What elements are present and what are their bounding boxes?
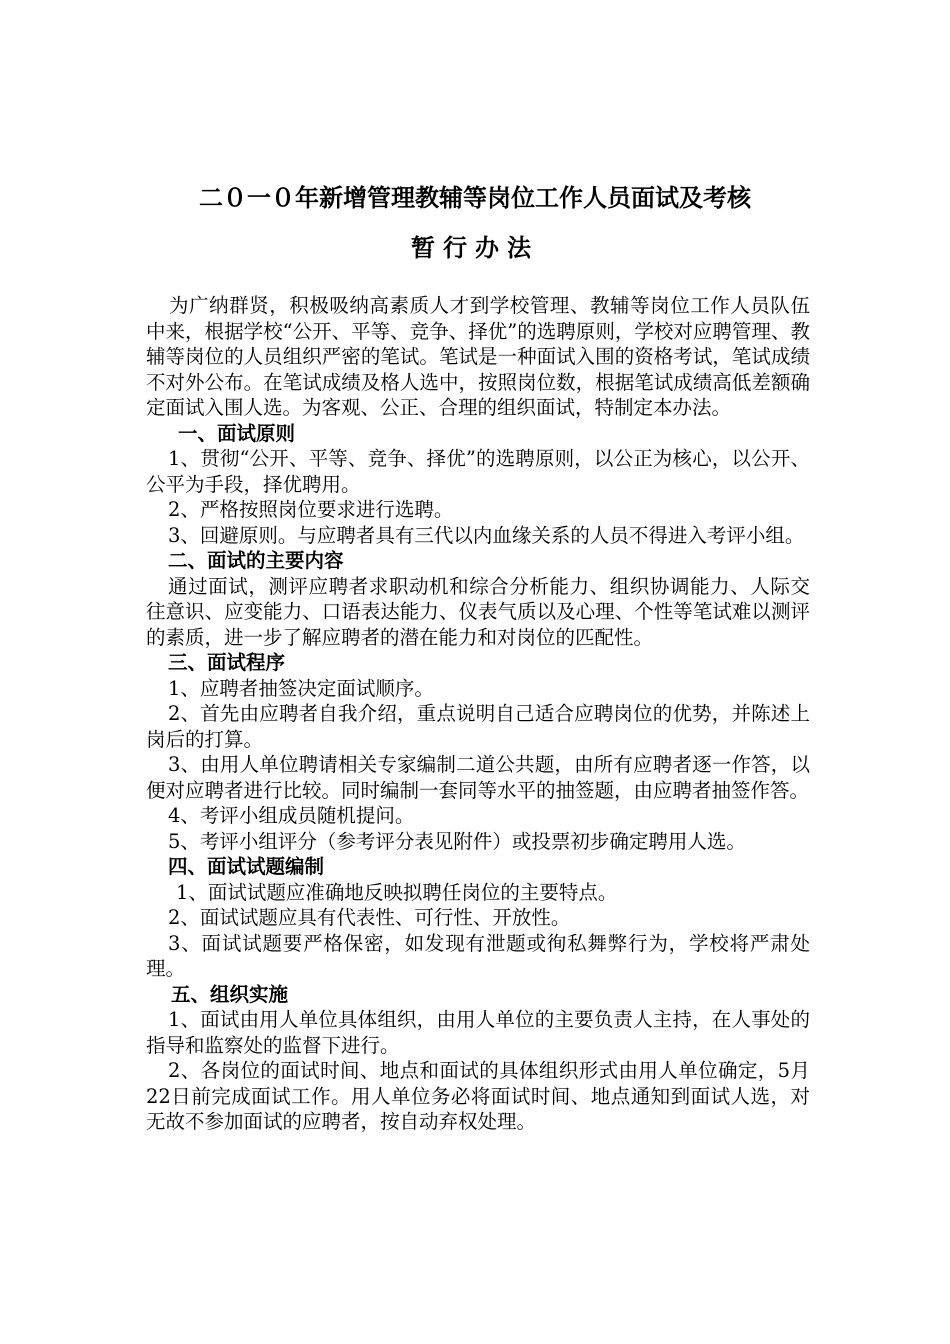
document-subtitle: 暂行办法: [411, 233, 539, 262]
implementation-item: 1、面试由用人单位具体组织，由用人单位的主要负责人主持，在人事处的指导和监察处的监督下进行。: [146, 1008, 810, 1057]
principle-item: 1、贯彻“公开、平等、竞争、择优”的选聘原则，以公正为核心，以公开、公平为手段，择优聘用。: [146, 447, 810, 496]
section-heading-implementation: 五、组织实施: [171, 982, 289, 1006]
question-item: 2、面试试题应具有代表性、可行性、开放性。: [168, 906, 571, 929]
document-title: 二０一０年新增管理教辅等岗位工作人员面试及考核: [199, 183, 751, 212]
implementation-item: 2、各岗位的面试时间、地点和面试的具体组织形式由用人单位确定，5月22日前完成面试工作。用人单位务必将面试时间、地点通知到面试人选，对无故不参加面试的应聘者，按自动弃权处理。: [146, 1059, 810, 1133]
question-item: 1、面试试题应准确地反映拟聘任岗位的主要特点。: [176, 880, 618, 904]
procedure-item: 4、考评小组成员随机提问。: [168, 804, 415, 827]
question-item: 3、面试试题要严格保密，如发现有泄题或徇私舞弊行为，学校将严肃处理。: [146, 931, 810, 980]
principle-item: 3、回避原则。与应聘者具有三代以内血缘关系的人员不得进入考评小组。: [168, 523, 805, 547]
principle-item: 2、严格按照岗位要求进行选聘。: [168, 498, 454, 521]
intro-paragraph: 为广纳群贤，积极吸纳高素质人才到学校管理、教辅等岗位工作人员队伍中来，根据学校“公开、平等、竞争、择优”的选聘原则，学校对应聘管理、教辅等岗位的人员组织严密的笔试。笔试是一种面试入围的资格考试，笔试成绩不对外公布。在笔试成绩及格人选中，按照岗位数，根据笔试成绩高低差额确定面试入围人选。为客观、公正、合理的组织面试，特制定本办法。: [146, 294, 810, 419]
procedure-item: 1、应聘者抽签决定面试顺序。: [168, 676, 434, 700]
procedure-item: 5、考评小组评分（参考评分表见附件）或投票初步确定聘用人选。: [168, 829, 746, 853]
content-paragraph: 通过面试，测评应聘者求职动机和综合分析能力、组织协调能力、人际交往意识、应变能力、口语表达能力、仪表气质以及心理、个性等笔试难以测评的素质，进一步了解应聘者的潜在能力和对岗位的匹配性。: [146, 574, 810, 649]
section-heading-principles: 一、面试原则: [178, 421, 296, 445]
document-body: [146, 293, 810, 1135]
section-heading-questions: 四、面试试题编制: [168, 855, 325, 878]
section-heading-procedure: 三、面试程序: [168, 651, 286, 674]
procedure-item: 2、首先由应聘者自我介绍，重点说明自己适合应聘岗位的优势，并陈述上岗后的打算。: [146, 702, 810, 751]
procedure-item: 3、由用人单位聘请相关专家编制二道公共题，由所有应聘者逐一作答，以便对应聘者进行比较。同时编制一套同等水平的抽签题，由应聘者抽签作答。: [146, 753, 810, 802]
section-heading-content: 二、面试的主要内容: [168, 549, 344, 572]
